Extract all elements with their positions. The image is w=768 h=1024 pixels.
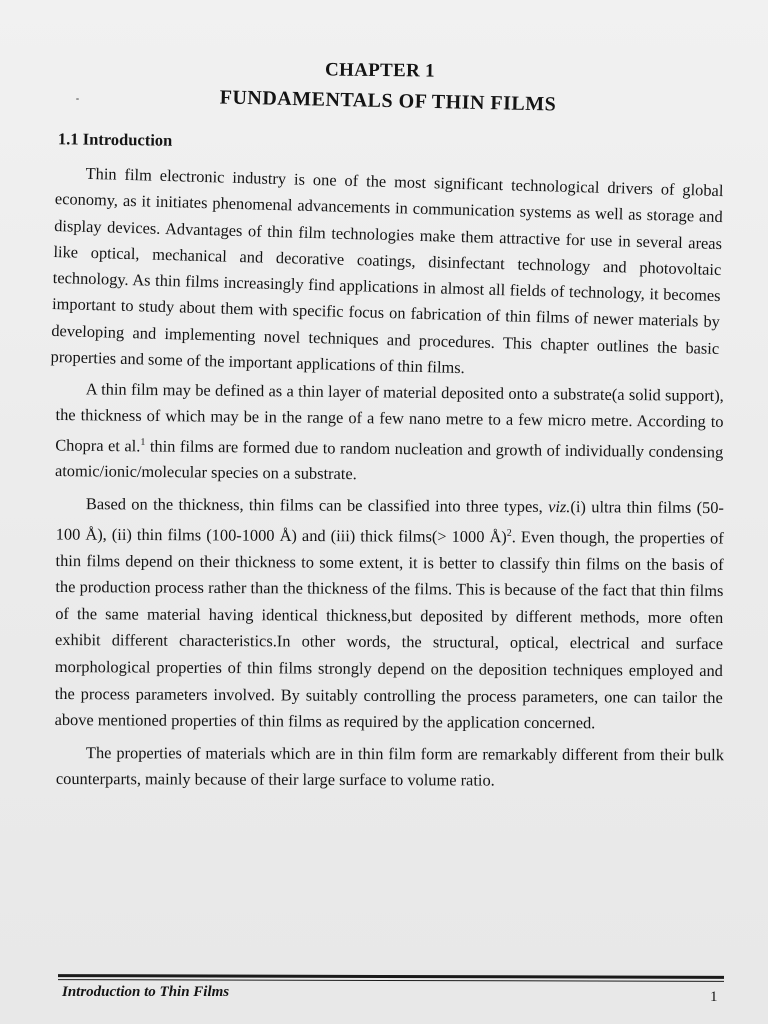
citation-2: 2 (506, 527, 512, 539)
paragraph-3-text-a: Based on the thickness, thin films can be classified into three types, (85, 494, 549, 517)
paragraph-2 (55, 376, 724, 492)
chapter-title: FUNDAMENTALS OF THIN FILMS (219, 86, 557, 116)
footer-rule-thin (58, 979, 724, 982)
paragraph-3-viz: viz. (548, 497, 571, 517)
paragraph-2-text-a: A thin film may be defined as a thin layer of material deposited onto a substrate(a solid support), the thickness of which may be in the range of a few nano metre to a few micro metre. According to Chopra et al. (55, 379, 724, 456)
footer-title: Introduction to Thin Films (62, 984, 230, 1000)
footer-rule (58, 974, 724, 979)
section-heading: 1.1 Introduction (57, 129, 173, 150)
paragraph-4: The properties of materials which are in thin film form are remarkably different from their bulk counterparts, mainly because of their large surface to volume ratio. (55, 742, 724, 790)
paragraph-3-text-c: . Even though, the properties of thin films depend on their thickness to some extent, it is better to classify thin films on the basis of the production process rather than the thickness of the films. This is because of the fact that thin films of the same material having identical thickness,but deposited by different methods, more often exhibit different characteristics.In other words, the structural, optical, electrical and surface morphological properties of thin films strongly depend on the deposition techniques employed and the process parameters involved. By suitably controlling the process parameters, one can tailor the above mentioned properties of thin films as required by the application concerned. (54, 526, 724, 733)
chapter-label: CHAPTER 1 (324, 59, 436, 82)
paragraph-3-text-b: (i) ultra thin films (50-100 Å), (ii) thin films (100-1000 Å) and (iii) thick films(> 1000 Å) (55, 497, 724, 546)
page-number: 1 (710, 989, 718, 1005)
paragraph-3 (55, 491, 724, 738)
citation-1: 1 (140, 436, 146, 448)
paragraph-1: Thin film electronic industry is one of the most significant technological drivers of global economy, as it initiates phenomenal advancements in communication systems as well as storage and display devices. Advantages of thin film technologies make them attractive for use in several areas like optical, mechanical and decorative coatings, disinfectant technology and photovoltaic technology. As thin films increasingly find applications in almost all fields of technology, it becomes important to study about them with specific focus on fabrication of thin films of newer materials by developing and implementing novel techniques and procedures. This chapter outlines the basic properties and some of the important applications of thin films. (50, 163, 724, 378)
body-text (50, 160, 724, 798)
paragraph-2-text-b: thin films are formed due to random nucleation and growth of individually condensing atomic/ionic/molecular species on a substrate. (54, 436, 724, 484)
